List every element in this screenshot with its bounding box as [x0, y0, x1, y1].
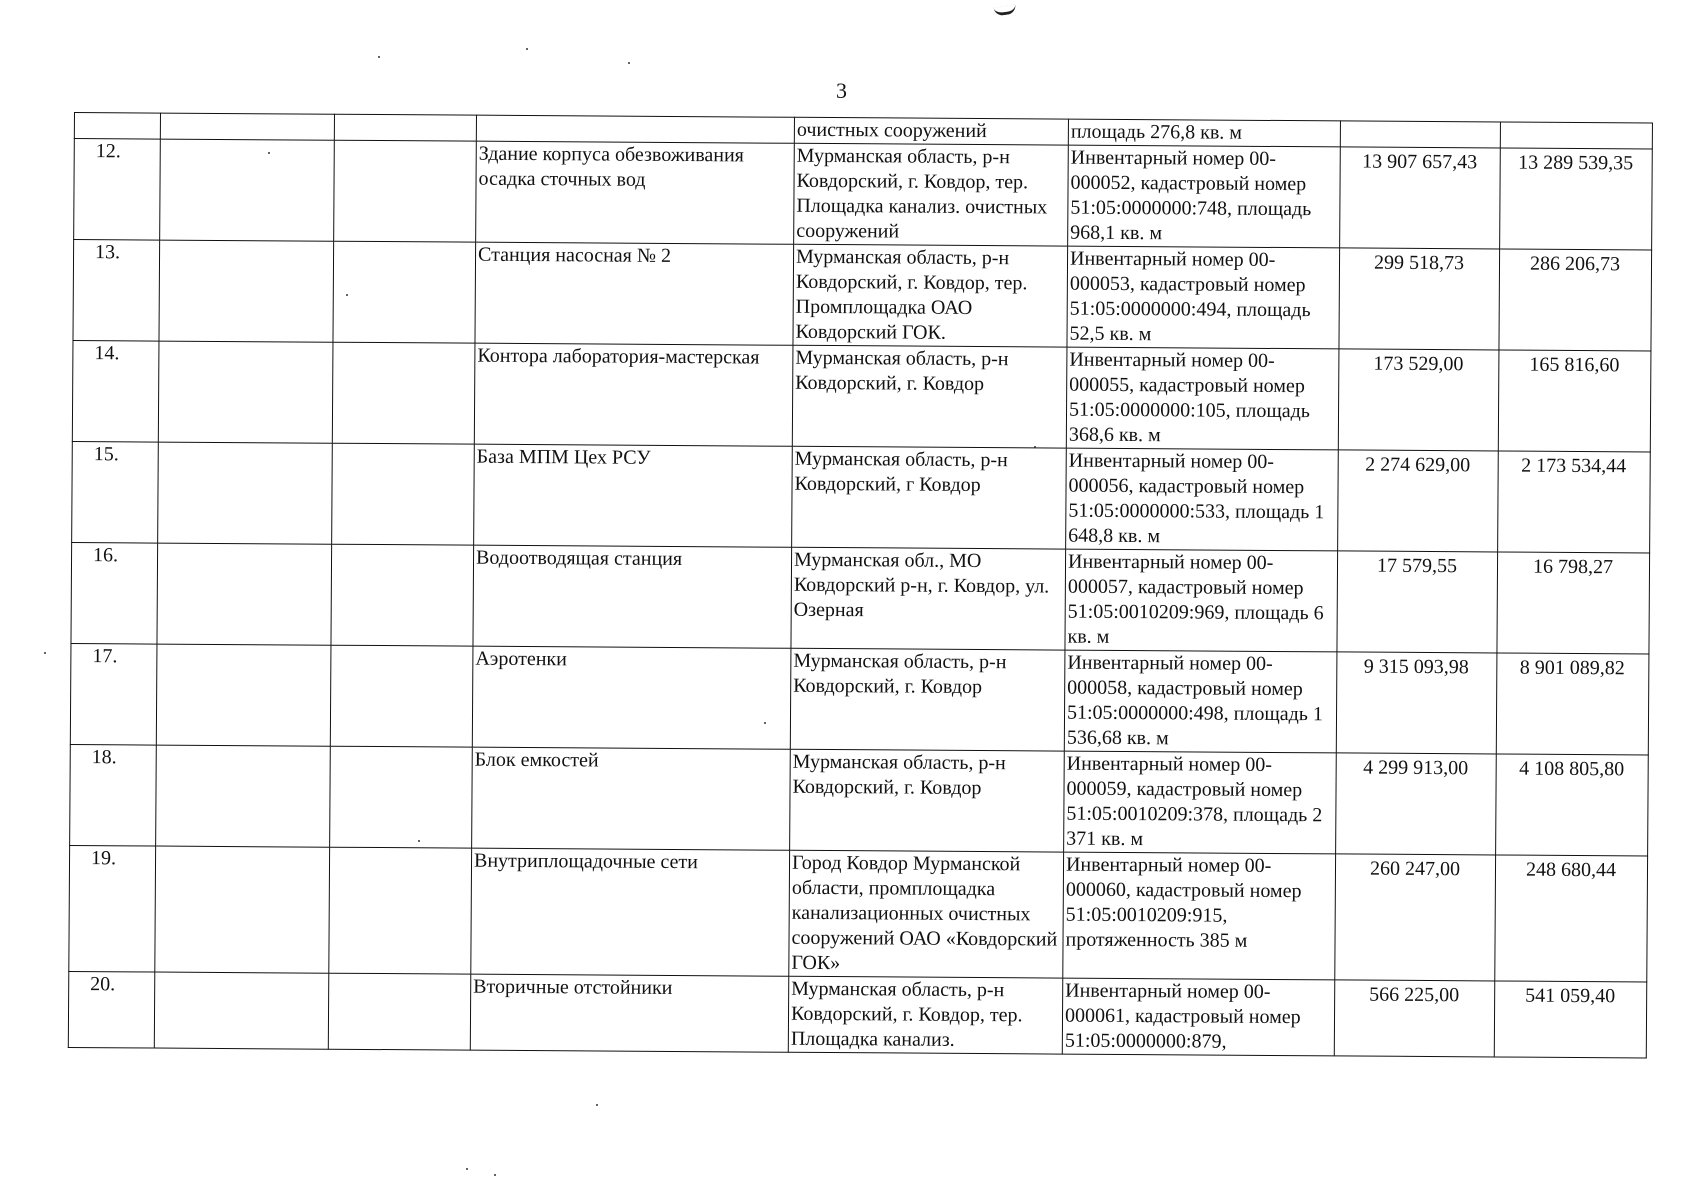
- cell-value-1: 17 579,55: [1337, 551, 1498, 653]
- cell-value-1: 2 274 629,00: [1338, 450, 1499, 552]
- cell-address: Мурманская область, р-н Ковдорский, г. Ковдор, тер. Площадка канализ. очистных сооружений: [794, 143, 1069, 246]
- scan-mark: [993, 5, 1016, 17]
- cell-name: База МПМ Цех РСУ: [474, 444, 793, 547]
- cell-value-1: 260 247,00: [1335, 854, 1496, 981]
- cell-address: Мурманская обл., МО Ковдорский р-н, г. Ковдор, ул. Озерная: [791, 547, 1066, 650]
- cell-name: Водоотводящая станция: [473, 545, 792, 648]
- cell-details: Инвентарный номер 00-000055, кадастровый номер 51:05:0000000:105, площадь 368,6 кв. м: [1066, 347, 1339, 450]
- scan-speck: [628, 62, 630, 64]
- cell-name: Блок емкостей: [472, 747, 791, 850]
- cell-details: Инвентарный номер 00-000053, кадастровый номер 51:05:0000000:494, площадь 52,5 кв. м: [1067, 246, 1340, 349]
- cell-address: Город Ковдор Мурманской области, промплощадка канализационных очистных сооружений ОАО «Ковдорский ГОК»: [789, 850, 1064, 978]
- cell-name: Аэротенки: [472, 646, 791, 749]
- scan-speck: [378, 56, 380, 58]
- cell-value-1: 173 529,00: [1338, 349, 1499, 451]
- cell-address: Мурманская область, р-н Ковдорский, г. Ковдор: [792, 345, 1067, 448]
- cell-number: 18.: [70, 744, 157, 846]
- cell-number: 20.: [68, 971, 155, 1048]
- cell-number: 14.: [72, 340, 159, 442]
- cell-number: 16.: [71, 542, 158, 644]
- cell-value-2: 165 816,60: [1498, 350, 1651, 452]
- cell-details: Инвентарный номер 00-000060, кадастровый номер 51:05:0010209:915, протяженность 385 м: [1063, 852, 1336, 980]
- cell-empty-2: [330, 746, 473, 848]
- table-row: [71, 542, 1650, 653]
- page-number: 3: [836, 78, 847, 103]
- cell-name: Станция насосная № 2: [475, 242, 794, 345]
- scan-speck: [764, 722, 766, 724]
- cell-value-1: 13 907 657,43: [1340, 147, 1501, 249]
- cell-empty-2: [332, 443, 475, 545]
- scan-speck: [268, 152, 270, 154]
- scan-speck: [1034, 446, 1036, 448]
- cell-address: Мурманская область, р-н Ковдорский, г. Ковдор: [790, 648, 1065, 751]
- cell-empty-2: [332, 342, 475, 444]
- cell-value-1: 4 299 913,00: [1336, 753, 1497, 855]
- cell-number: 15.: [72, 441, 159, 543]
- scan-speck: [596, 1104, 598, 1106]
- cell-details: Инвентарный номер 00-000059, кадастровый номер 51:05:0010209:378, площадь 2 371 кв. м: [1064, 751, 1337, 854]
- cell-empty-1: [157, 543, 332, 645]
- cell-address: очистных сооружений: [794, 117, 1068, 145]
- cell-empty-1: [156, 745, 331, 847]
- cell-empty-1: [155, 846, 330, 973]
- cell-empty-1: [160, 139, 335, 241]
- cell-value-1: 299 518,73: [1339, 248, 1500, 350]
- cell-address: Мурманская область, р-н Ковдорский, г. Ковдор: [790, 749, 1065, 852]
- cell-value-2: 541 059,40: [1494, 981, 1647, 1058]
- cell-details: площадь 276,8 кв. м: [1068, 119, 1340, 147]
- cell-value-1: 9 315 093,98: [1336, 652, 1497, 754]
- cell-value-1: [1340, 121, 1500, 148]
- cell-address: Мурманская область, р-н Ковдорский, г. Ковдор, тер. Площадка канализ.: [788, 976, 1062, 1054]
- table-row: [73, 240, 1652, 351]
- scan-speck: [466, 1168, 468, 1170]
- cell-empty-2: [334, 140, 477, 242]
- cell-details: Инвентарный номер 00-000057, кадастровый номер 51:05:0010209:969, площадь 6 кв. м: [1065, 549, 1338, 652]
- cell-name: Контора лаборатория-мастерская: [474, 343, 793, 446]
- cell-empty-2: [333, 241, 476, 343]
- cell-value-2: 248 680,44: [1495, 855, 1648, 982]
- scan-speck: [526, 48, 528, 50]
- table-row: [70, 744, 1649, 855]
- cell-value-2: 2 173 534,44: [1498, 451, 1651, 553]
- cell-empty-2: [331, 544, 474, 646]
- cell-value-2: [1500, 122, 1652, 149]
- table-row: [72, 441, 1651, 552]
- cell-value-2: 4 108 805,80: [1496, 754, 1649, 856]
- table-row: [68, 971, 1646, 1057]
- scan-speck: [346, 294, 348, 296]
- scan-speck: [44, 652, 46, 654]
- scan-speck: [418, 840, 420, 842]
- cell-empty-2: [328, 973, 471, 1050]
- cell-empty-1: [158, 442, 333, 544]
- table-row: [70, 643, 1649, 754]
- property-table: [68, 112, 1653, 1058]
- cell-empty-1: [160, 113, 334, 140]
- cell-details: Инвентарный номер 00-000058, кадастровый номер 51:05:0000000:498, площадь 1 536,68 кв. м: [1064, 650, 1337, 753]
- cell-value-1: 566 225,00: [1334, 980, 1495, 1057]
- cell-value-2: 8 901 089,82: [1496, 653, 1649, 755]
- table-row: [72, 340, 1651, 451]
- scan-speck: [494, 1174, 496, 1176]
- cell-address: Мурманская область, р-н Ковдорский, г. Ковдор, тер. Промплощадка ОАО Ковдорский ГОК.: [793, 244, 1068, 347]
- cell-empty-1: [159, 240, 334, 342]
- cell-empty-2: [329, 847, 472, 974]
- cell-value-2: 16 798,27: [1497, 552, 1650, 654]
- cell-details: Инвентарный номер 00-000052, кадастровый номер 51:05:0000000:748, площадь 968,1 кв. м: [1068, 145, 1341, 248]
- cell-value-2: 286 206,73: [1499, 249, 1652, 351]
- cell-number: 13.: [73, 240, 160, 342]
- cell-number: 17.: [70, 643, 157, 745]
- table-row: [74, 139, 1653, 250]
- cell-address: Мурманская область, р-н Ковдорский, г Ковдор: [792, 446, 1067, 549]
- cell-name: Здание корпуса обезвоживания осадка сточных вод: [476, 141, 795, 244]
- cell-details: Инвентарный номер 00-000061, кадастровый номер 51:05:0000000:879,: [1062, 978, 1334, 1056]
- table-row: [69, 845, 1648, 981]
- cell-number: 12.: [74, 139, 161, 241]
- cell-number: 19.: [69, 845, 156, 972]
- cell-empty-1: [154, 972, 329, 1049]
- cell-empty-2: [330, 645, 473, 747]
- cell-value-2: 13 289 539,35: [1500, 148, 1653, 250]
- cell-details: Инвентарный номер 00-000056, кадастровый номер 51:05:0000000:533, площадь 1 648,8 кв. м: [1066, 448, 1339, 551]
- cell-name: [476, 115, 794, 143]
- cell-name: Вторичные отстойники: [470, 974, 788, 1052]
- cell-empty-2: [334, 114, 476, 141]
- cell-empty-1: [158, 341, 333, 443]
- cell-name: Внутриплощадочные сети: [471, 848, 790, 976]
- cell-empty-1: [156, 644, 331, 746]
- cell-number: [74, 113, 160, 140]
